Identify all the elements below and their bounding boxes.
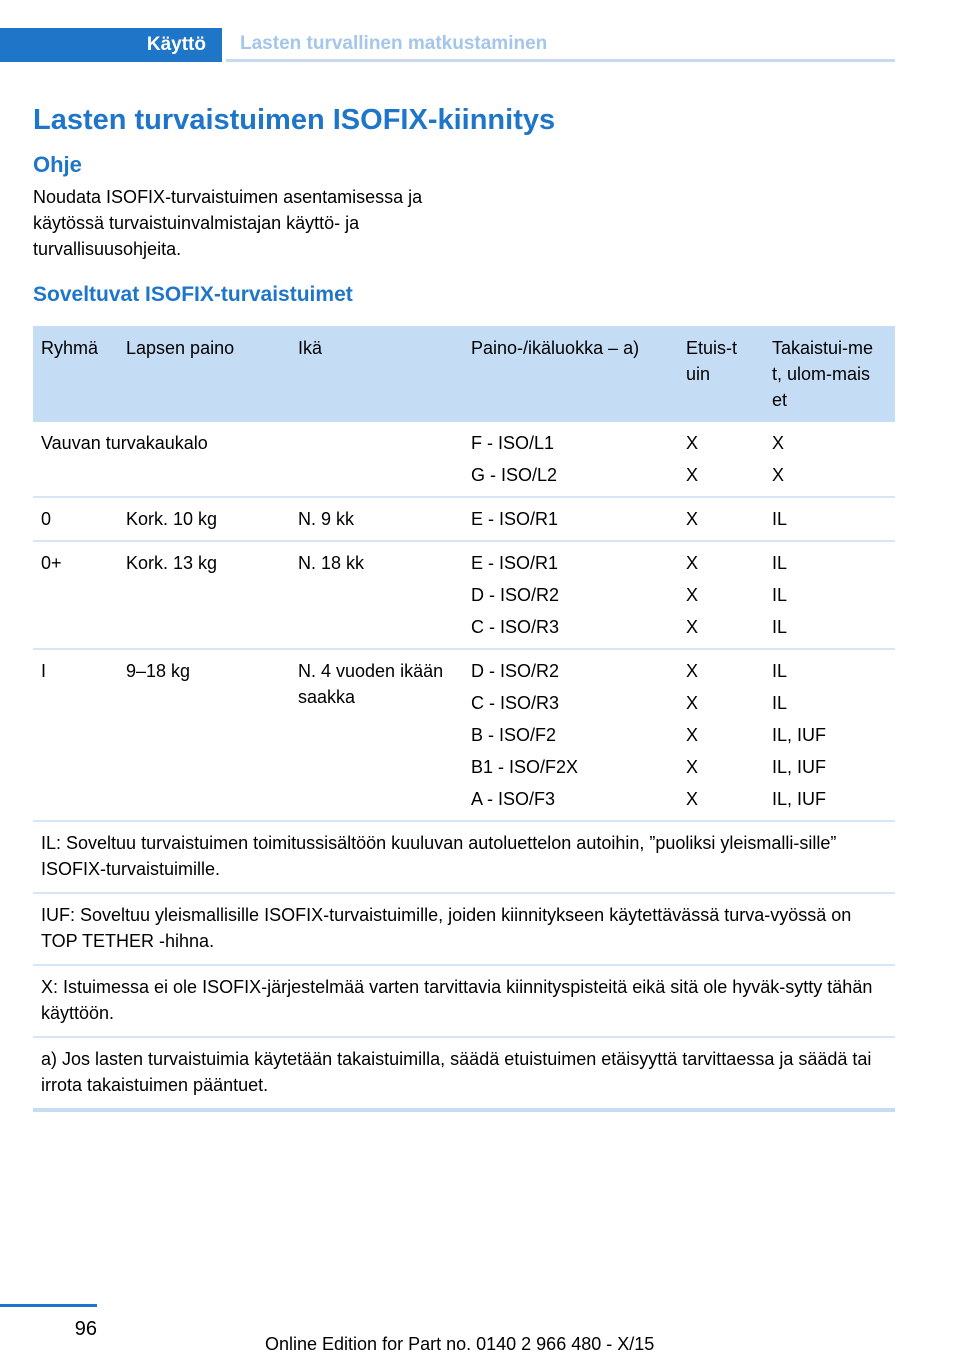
rear-value: IL [772, 585, 788, 605]
cell-rear [764, 541, 895, 649]
col-header-age: Ikä [290, 326, 463, 422]
table-row [33, 649, 895, 821]
cell-front [678, 422, 764, 497]
table-row [33, 497, 895, 541]
front-value: X [686, 693, 699, 713]
class-value: B1 - ISO/F2X [471, 757, 579, 777]
cell-class [463, 541, 678, 649]
rear-value: IL [772, 553, 788, 573]
class-value: E - ISO/R1 [471, 553, 559, 573]
main-content [33, 100, 895, 1112]
front-value: X [686, 789, 699, 809]
class-value: A - ISO/F3 [471, 789, 556, 809]
front-value: X [686, 617, 699, 637]
cell-front [678, 541, 764, 649]
rear-value: IL [772, 661, 788, 681]
note-iuf: IUF: Soveltuu yleismallisille ISOFIX-turvaistuimille, joiden kiinnitykseen käytettävässä turva-vyössä on TOP TETHER -hihna. [33, 893, 895, 965]
front-value: X [686, 465, 699, 485]
cell-group: Vauvan turvakaukalo [33, 422, 463, 497]
class-value: C - ISO/R3 [471, 617, 560, 637]
cell-rear [764, 497, 895, 541]
cell-front [678, 649, 764, 821]
rear-value: X [772, 433, 785, 453]
front-value: X [686, 585, 699, 605]
rear-value: IL [772, 617, 788, 637]
page-number: 96 [74, 1318, 97, 1340]
rear-value: IL, IUF [772, 757, 827, 777]
col-header-rear-label: Takaistui-met, ulom-maiset [772, 338, 874, 410]
class-value: F - ISO/L1 [471, 433, 555, 453]
col-header-group: Ryhmä [33, 326, 118, 422]
header-section: Käyttö [0, 28, 222, 62]
cell-age: N. 4 vuoden ikään saakka [290, 649, 463, 821]
class-value: E - ISO/R1 [471, 509, 559, 529]
cell-weight: Kork. 10 kg [118, 497, 290, 541]
rear-value: IL, IUF [772, 789, 827, 809]
table-header-row [33, 326, 895, 422]
table-note-row [33, 893, 895, 965]
cell-front [678, 497, 764, 541]
front-value: X [686, 553, 699, 573]
note-a: a) Jos lasten turvaistuimia käytetään takaistuimilla, säädä etuistuimen etäisyyttä tarvittaessa ja säädä tai irrota takaistuimen pääntuet. [41, 1049, 872, 1095]
front-value: X [686, 725, 699, 745]
class-value: C - ISO/R3 [471, 693, 560, 713]
col-header-weight: Lapsen paino [118, 326, 290, 422]
note-heading: Ohje [33, 152, 82, 177]
col-header-front [678, 326, 764, 422]
section-heading: Soveltuvat ISOFIX-turvaistuimet [33, 283, 353, 306]
rear-value: IL [772, 509, 788, 529]
cell-class [463, 422, 678, 497]
class-value: B - ISO/F2 [471, 725, 557, 745]
front-value: X [686, 661, 699, 681]
table-note-row [33, 821, 895, 893]
header-chapter: Lasten turvallinen matkustaminen [226, 28, 895, 62]
table-row [33, 422, 895, 497]
cell-group: 0+ [33, 541, 118, 649]
cell-class [463, 497, 678, 541]
class-value: G - ISO/L2 [471, 465, 558, 485]
edition-info: Online Edition for Part no. 0140 2 966 480 - X/15 [265, 1334, 655, 1354]
cell-age: N. 9 kk [290, 497, 463, 541]
col-header-class: Paino-/ikäluokka – a) [463, 326, 678, 422]
page-header [0, 28, 895, 62]
cell-age: N. 18 kk [290, 541, 463, 649]
col-header-rear [764, 326, 895, 422]
page-title: Lasten turvaistuimen ISOFIX-kiinnitys [33, 104, 556, 136]
note-x: X: Istuimessa ei ole ISOFIX-järjestelmää varten tarvittavia kiinnityspisteitä eikä sitä ole hyväk-sytty tähän käyttöön. [33, 965, 895, 1037]
footer-rule [0, 1304, 97, 1307]
table-bottom-rule [33, 1108, 895, 1112]
front-value: X [686, 757, 699, 777]
front-value: X [686, 509, 699, 529]
table-row [33, 541, 895, 649]
rear-value: IL, IUF [772, 725, 827, 745]
cell-rear [764, 649, 895, 821]
cell-rear [764, 422, 895, 497]
class-value: D - ISO/R2 [471, 661, 560, 681]
cell-weight: 9–18 kg [118, 649, 290, 821]
note-text: Noudata ISOFIX-turvaistuimen asentamisessa ja käytössä turvaistuinvalmistajan käyttö- ja turvallisuusohjeita. [33, 187, 423, 259]
cell-class [463, 649, 678, 821]
rear-value: X [772, 465, 785, 485]
cell-weight: Kork. 13 kg [118, 541, 290, 649]
front-value: X [686, 433, 699, 453]
rear-value: IL [772, 693, 788, 713]
cell-group: I [33, 649, 118, 821]
note-il: IL: Soveltuu turvaistuimen toimitussisältöön kuuluvan autoluettelon autoihin, ”puoliksi yleismalli-sille” ISOFIX-turvaistuimille. [33, 821, 895, 893]
table-note-row [33, 965, 895, 1037]
col-header-front-label: Etuis-tuin [686, 338, 738, 384]
cell-group: 0 [33, 497, 118, 541]
class-value: D - ISO/R2 [471, 585, 560, 605]
table-note-row [33, 1037, 895, 1108]
isofix-table [33, 326, 895, 1108]
